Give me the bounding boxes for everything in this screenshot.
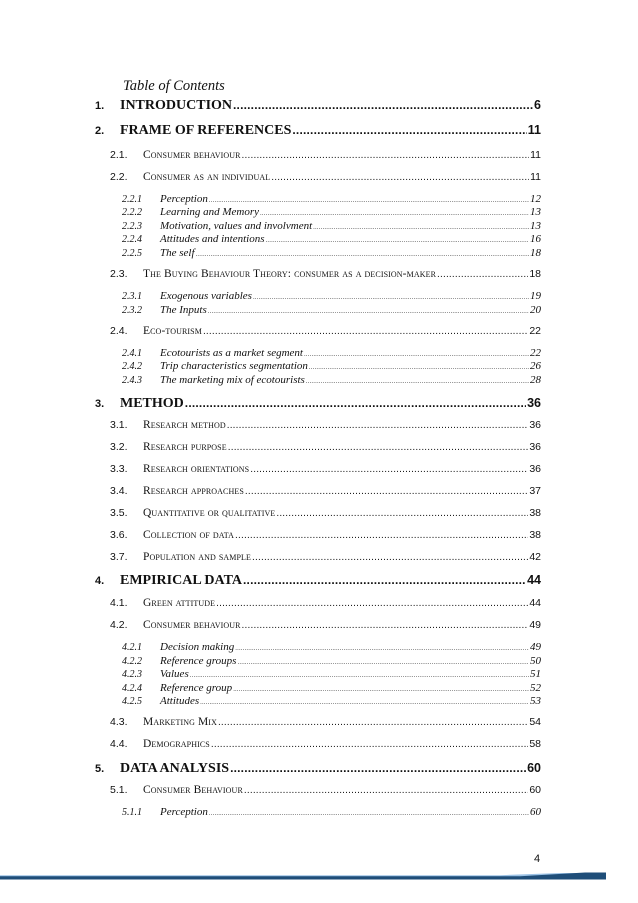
toc-entry-page: 12	[530, 193, 541, 205]
toc-entry-page: 44	[529, 597, 541, 609]
toc-entry-level-3[interactable]	[122, 682, 541, 694]
toc-dot-leader	[208, 309, 529, 315]
toc-dot-leader	[309, 365, 529, 371]
toc-entry-level-3[interactable]	[122, 206, 541, 218]
toc-entry-number: 2.2.3	[122, 221, 142, 232]
toc-entry-title: Research orientations	[143, 463, 250, 475]
toc-entry-page: 51	[530, 668, 541, 680]
toc-entry-number: 3.6.	[110, 529, 128, 541]
toc-entry-level-3[interactable]	[122, 360, 541, 372]
toc-dot-leader	[209, 811, 529, 817]
toc-entry-number: 5.1.1	[122, 807, 142, 818]
toc-entry-level-3[interactable]	[122, 304, 541, 316]
toc-entry-number: 4.2.3	[122, 669, 142, 680]
toc-entry-number: 3.1.	[110, 419, 128, 431]
toc-entry-title: Reference group	[160, 682, 233, 694]
toc-entry-level-3[interactable]	[122, 641, 541, 653]
toc-entry-page: 13	[530, 220, 541, 232]
toc-entry-page: 38	[529, 507, 541, 519]
toc-entry-title: Reference groups	[160, 655, 237, 667]
toc-entry-page: 58	[529, 738, 541, 750]
toc-entry-title: The Buying Behaviour Theory: consumer as a decision-maker	[143, 268, 437, 280]
toc-dot-leader	[252, 552, 528, 563]
toc-entry-page: 20	[530, 304, 541, 316]
toc-entry-page: 11	[527, 123, 541, 137]
toc-entry-title: Green attitude	[143, 597, 216, 609]
toc-dot-leader	[250, 464, 528, 475]
toc-entry-level-3[interactable]	[122, 374, 541, 386]
toc-dot-leader	[253, 295, 529, 301]
toc-entry-title: The self	[160, 247, 195, 259]
toc-entry-level-3[interactable]	[122, 655, 541, 667]
toc-entry-page: 53	[530, 695, 541, 707]
toc-entry-page: 11	[530, 171, 541, 183]
toc-entry-title: Marketing Mix	[143, 716, 217, 728]
toc-dot-leader	[304, 352, 529, 358]
toc-entry-number: 2.4.1	[122, 348, 142, 359]
toc-entry-page: 49	[529, 619, 541, 631]
toc-dot-leader	[218, 717, 528, 728]
toc-entry-level-3[interactable]	[122, 193, 541, 205]
toc-entry-page: 28	[530, 374, 541, 386]
toc-entry-title: Research approaches	[143, 485, 244, 497]
toc-entry-number: 2.1.	[110, 149, 128, 161]
toc-entry-number: 4.4.	[110, 738, 128, 750]
toc-entry-page: 19	[530, 290, 541, 302]
toc-entry-page: 44	[527, 573, 541, 587]
toc-entry-level-3[interactable]	[122, 668, 541, 680]
toc-entry-level-2[interactable]	[110, 716, 541, 728]
toc-dot-leader	[185, 396, 526, 410]
toc-entry-title: Values	[160, 668, 189, 680]
toc-entry-number: 2.2.5	[122, 248, 142, 259]
toc-entry-title: Attitudes and intentions	[160, 233, 265, 245]
toc-entry-number: 1.	[95, 100, 105, 112]
toc-dot-leader	[227, 420, 529, 431]
toc-dot-leader	[233, 687, 529, 693]
toc-entry-title: Perception	[160, 193, 208, 205]
toc-entry-level-2[interactable]	[110, 551, 541, 563]
toc-entry-level-2[interactable]	[110, 485, 541, 497]
toc-entry-level-3[interactable]	[122, 806, 541, 818]
toc-entry-number: 4.2.1	[122, 642, 142, 653]
toc-dot-leader	[203, 326, 528, 337]
toc-entry-title: Population and sample	[143, 551, 252, 563]
toc-entry-level-2[interactable]	[110, 784, 541, 796]
toc-entry-level-1[interactable]	[95, 98, 541, 114]
toc-entry-level-2[interactable]	[110, 268, 541, 280]
toc-entry-level-3[interactable]	[122, 695, 541, 707]
toc-entry-title: DATA ANALYSIS	[120, 761, 230, 776]
toc-entry-number: 4.3.	[110, 716, 128, 728]
toc-entry-level-2[interactable]	[110, 149, 541, 161]
toc-entry-page: 52	[530, 682, 541, 694]
toc-entry-page: 16	[530, 233, 541, 245]
toc-entry-number: 4.1.	[110, 597, 128, 609]
toc-dot-leader	[242, 620, 529, 631]
toc-entry-page: 54	[529, 716, 541, 728]
toc-entry-number: 2.2.1	[122, 194, 142, 205]
toc-dot-leader	[276, 508, 528, 519]
toc-entry-number: 3.	[95, 398, 105, 410]
toc-entry-title: Research purpose	[143, 441, 227, 453]
toc-dot-leader	[266, 238, 530, 244]
toc-title: Table of Contents	[123, 78, 225, 94]
toc-dot-leader	[243, 573, 526, 587]
toc-entry-title: Eco-tourism	[143, 325, 202, 337]
toc-entry-level-3[interactable]	[122, 220, 541, 232]
toc-entry-number: 2.	[95, 125, 105, 137]
toc-entry-title: Consumer behaviour	[143, 149, 241, 161]
toc-entry-page: 38	[529, 529, 541, 541]
toc-entry-number: 4.2.5	[122, 696, 142, 707]
toc-dot-leader	[292, 123, 526, 137]
toc-entry-page: 26	[530, 360, 541, 372]
toc-entry-page: 50	[530, 655, 541, 667]
toc-entry-level-2[interactable]	[110, 171, 541, 183]
toc-entry-number: 2.4.	[110, 325, 128, 337]
toc-entry-number: 4.	[95, 575, 105, 587]
toc-entry-number: 2.3.2	[122, 305, 142, 316]
toc-dot-leader	[230, 761, 526, 775]
toc-entry-number: 2.3.1	[122, 291, 142, 302]
toc-dot-leader	[306, 379, 529, 385]
toc-entry-number: 3.4.	[110, 485, 128, 497]
toc-entry-level-1[interactable]	[95, 396, 541, 412]
toc-entry-title: Quantitative or qualitative	[143, 507, 276, 519]
toc-entry-level-1[interactable]	[95, 573, 541, 589]
toc-entry-number: 4.2.2	[122, 656, 142, 667]
toc-entry-page: 18	[530, 247, 541, 259]
toc-entry-page: 11	[530, 149, 541, 161]
toc-entry-level-2[interactable]	[110, 463, 541, 475]
toc-dot-leader	[228, 442, 529, 453]
toc-entry-title: EMPIRICAL DATA	[120, 573, 242, 588]
page-number: 4	[534, 853, 541, 865]
toc-entry-number: 2.2.	[110, 171, 128, 183]
toc-entry-page: 13	[530, 206, 541, 218]
toc-entry-page: 60	[530, 806, 541, 818]
toc-entry-page: 36	[529, 441, 541, 453]
toc-entry-number: 2.4.3	[122, 375, 142, 386]
toc-entry-page: 49	[530, 641, 541, 653]
toc-entry-page: 36	[529, 419, 541, 431]
toc-entry-title: Demographics	[143, 738, 210, 750]
toc-entry-number: 3.7.	[110, 551, 128, 563]
toc-entry-page: 36	[529, 463, 541, 475]
toc-entry-title: Motivation, values and involvment	[160, 220, 313, 232]
toc-entry-number: 2.4.2	[122, 361, 142, 372]
toc-dot-leader	[209, 198, 529, 204]
toc-entry-level-2[interactable]	[110, 325, 541, 337]
toc-dot-leader	[200, 700, 529, 706]
toc-entry-title: Learning and Memory	[160, 206, 259, 218]
toc-entry-page: 36	[527, 396, 541, 410]
toc-entry-level-3[interactable]	[122, 290, 541, 302]
toc-entry-level-2[interactable]	[110, 619, 541, 631]
toc-entry-title: Exogenous variables	[160, 290, 252, 302]
toc-entry-number: 3.5.	[110, 507, 128, 519]
toc-dot-leader	[313, 225, 529, 231]
toc-entry-level-2[interactable]	[110, 738, 541, 750]
toc-entry-title: The marketing mix of ecotourists	[160, 374, 305, 386]
toc-entry-title: FRAME OF REFERENCES	[120, 123, 292, 138]
toc-entry-number: 4.2.4	[122, 683, 142, 694]
toc-dot-leader	[245, 486, 528, 497]
toc-entry-level-3[interactable]	[122, 247, 541, 259]
toc-entry-level-2[interactable]	[110, 419, 541, 431]
toc-entry-level-1[interactable]	[95, 761, 541, 777]
toc-dot-leader	[211, 739, 528, 750]
toc-entry-number: 2.3.	[110, 268, 128, 280]
toc-entry-page: 22	[529, 325, 541, 337]
toc-entry-number: 5.	[95, 763, 105, 775]
toc-entry-title: Attitudes	[160, 695, 200, 707]
toc-dot-leader	[196, 252, 529, 258]
toc-dot-leader	[271, 172, 529, 183]
toc-entry-title: The Inputs	[160, 304, 207, 316]
toc-dot-leader	[235, 530, 528, 541]
toc-dot-leader	[260, 211, 529, 217]
toc-entry-level-3[interactable]	[122, 347, 541, 359]
toc-entry-number: 3.3.	[110, 463, 128, 475]
toc-entry-title: Consumer behaviour	[143, 619, 241, 631]
toc-entry-page: 22	[530, 347, 541, 359]
toc-entry-number: 2.2.4	[122, 234, 142, 245]
toc-entry-page: 60	[527, 761, 541, 775]
toc-entry-level-3[interactable]	[122, 233, 541, 245]
toc-dot-leader	[216, 598, 528, 609]
toc-entry-title: INTRODUCTION	[120, 98, 233, 113]
toc-dot-leader	[437, 269, 528, 280]
toc-entry-page: 42	[529, 551, 541, 563]
toc-dot-leader	[235, 646, 529, 652]
toc-entry-level-2[interactable]	[110, 529, 541, 541]
toc-entry-title: Consumer Behaviour	[143, 784, 243, 796]
footer-swoosh	[0, 872, 638, 880]
toc-dot-leader	[242, 150, 530, 161]
toc-entry-level-2[interactable]	[110, 597, 541, 609]
toc-entry-number: 2.2.2	[122, 207, 142, 218]
toc-entry-title: Ecotourists as a market segment	[160, 347, 303, 359]
toc-dot-leader	[244, 785, 528, 796]
toc-dot-leader	[190, 673, 529, 679]
toc-entry-level-2[interactable]	[110, 441, 541, 453]
toc-entry-title: Consumer as an individual	[143, 171, 271, 183]
toc-entry-title: Trip characteristics segmentation	[160, 360, 308, 372]
toc-entry-page: 60	[529, 784, 541, 796]
toc-entry-number: 4.2.	[110, 619, 128, 631]
toc-entry-title: Perception	[160, 806, 208, 818]
toc-entry-title: Research method	[143, 419, 226, 431]
toc-entry-level-1[interactable]	[95, 123, 541, 139]
toc-entry-title: Decision making	[160, 641, 235, 653]
toc-entry-number: 3.2.	[110, 441, 128, 453]
toc-entry-page: 18	[529, 268, 541, 280]
toc-dot-leader	[233, 98, 533, 112]
toc-entry-title: Collection of data	[143, 529, 235, 541]
toc-entry-page: 37	[529, 485, 541, 497]
toc-entry-level-2[interactable]	[110, 507, 541, 519]
toc-entry-page: 6	[534, 98, 541, 112]
toc-dot-leader	[237, 660, 529, 666]
toc-entry-number: 5.1.	[110, 784, 128, 796]
toc-entry-title: METHOD	[120, 396, 184, 411]
